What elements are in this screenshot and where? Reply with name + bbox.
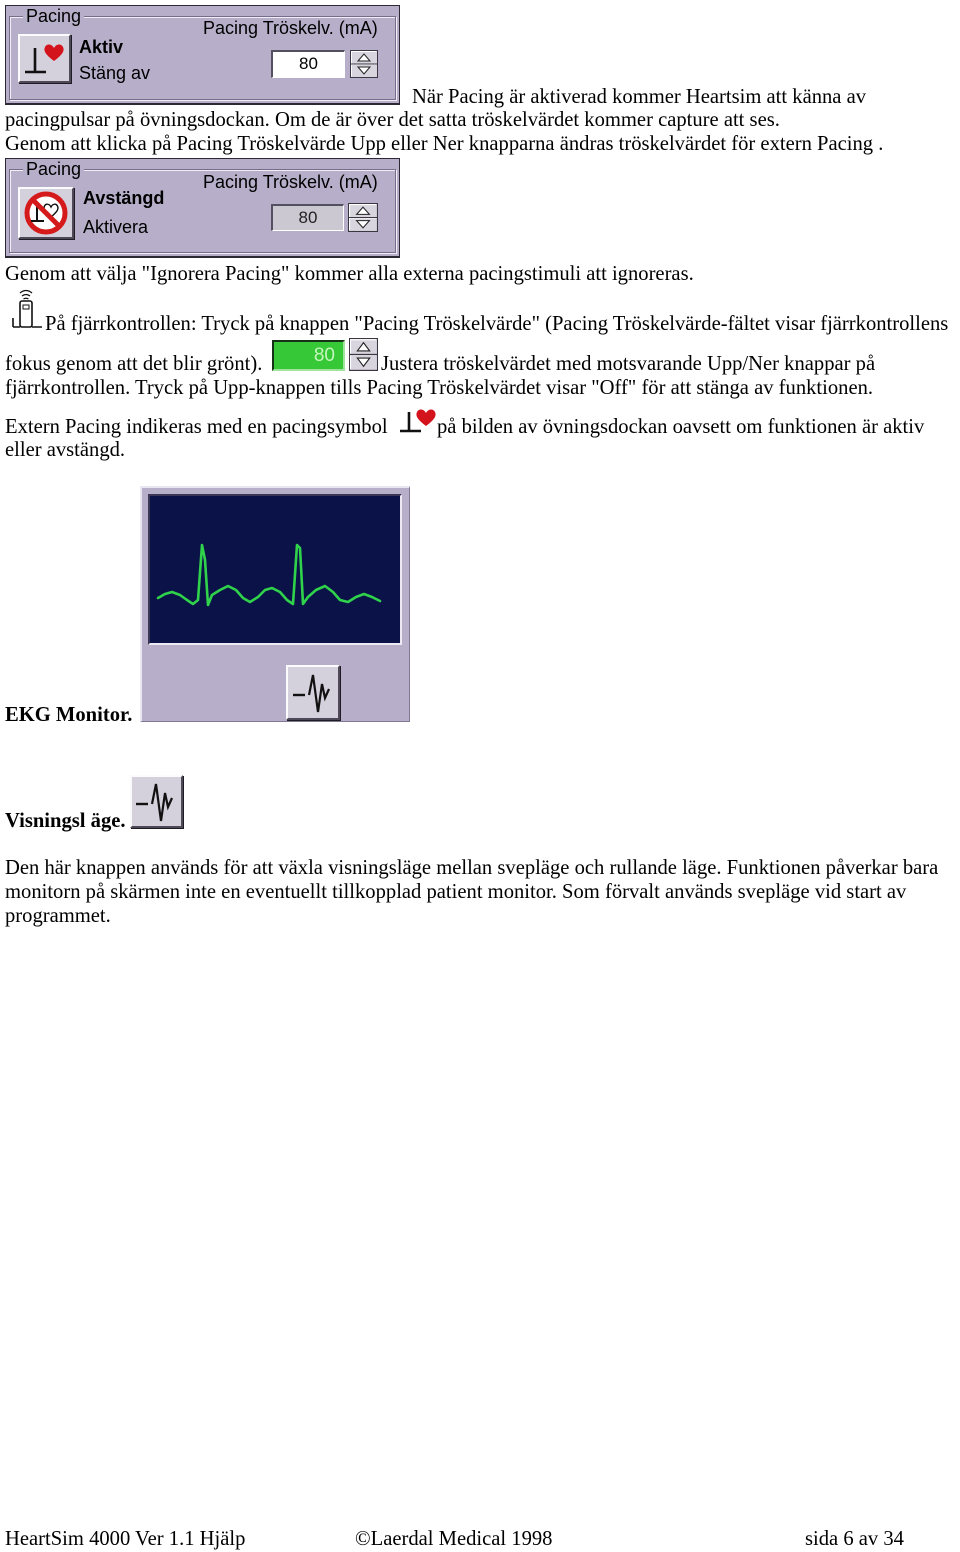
pacing-turn-off-option[interactable]: Stäng av	[79, 63, 151, 83]
indicator-text-line-1-end: på bilden av övningsdockan oavsett om funktionen är aktiv	[437, 416, 925, 438]
display-mode-text-line-3: programmet.	[5, 905, 111, 927]
pacing-panel-off	[5, 158, 400, 258]
pacing-panel-active	[5, 5, 400, 105]
pacing-threshold-stepper[interactable]	[348, 203, 378, 232]
display-mode-button[interactable]	[130, 775, 183, 828]
remote-text-line-2-start: fokus genom att det blir grönt).	[5, 353, 263, 375]
footer-product: HeartSim 4000 Ver 1.1 Hjälp	[5, 1528, 246, 1550]
pacing-symbol-icon	[397, 405, 437, 441]
ecg-waveform-icon	[288, 667, 338, 718]
display-mode-button[interactable]	[286, 665, 340, 720]
pacing-threshold-stepper[interactable]	[350, 50, 378, 78]
display-mode-text-line-2: monitorn på skärmen inte en eventuellt tillkopplad patient monitor. Som förvalt används svepläge vid start av	[5, 881, 907, 903]
pacing-disabled-icon	[20, 189, 72, 237]
ignore-pacing-text: Genom att välja "Ignorera Pacing" kommer alla externa pacingstimuli att ignoreras.	[5, 263, 694, 285]
pacing-threshold-label: Pacing Tröskelv. (mA)	[203, 18, 378, 38]
indicator-text-line-1-start: Extern Pacing indikeras med en pacingsymbol	[5, 416, 388, 438]
display-mode-text-line-1: Den här knappen används för att växla visningsläge mellan svepläge och rullande läge. Funktionen påverkar bara	[5, 857, 939, 879]
pacing-toggle-button[interactable]	[18, 34, 71, 83]
pacing-toggle-button[interactable]	[18, 187, 74, 239]
pacing-group-label: Pacing	[23, 159, 84, 179]
ekg-screen	[148, 494, 402, 645]
pacing-heart-icon	[20, 36, 69, 81]
indicator-text-line-2: eller avstängd.	[5, 439, 126, 461]
ekg-monitor-heading: EKG Monitor.	[5, 704, 133, 726]
ecg-waveform-icon	[132, 777, 181, 826]
display-mode-heading: Visningsl äge.	[5, 810, 126, 832]
ekg-trace	[158, 545, 380, 605]
pacing-activate-option[interactable]: Aktivera	[83, 217, 149, 237]
pacing-group-label: Pacing	[23, 6, 84, 26]
footer-page-number: sida 6 av 34	[805, 1528, 904, 1550]
remote-threshold-display: 80	[272, 340, 345, 371]
remote-threshold-stepper[interactable]	[349, 338, 378, 371]
remote-text-line-1: På fjärrkontrollen: Tryck på knappen "Pacing Tröskelvärde" (Pacing Tröskelvärde-fältet visar fjärrkontrollens	[45, 313, 949, 335]
pacing-text-line-1: När Pacing är aktiverad kommer Heartsim att känna av	[412, 86, 867, 108]
pacing-state-label: Avstängd	[83, 188, 165, 208]
ekg-monitor	[140, 486, 410, 722]
pacing-threshold-input[interactable]: 80	[271, 50, 345, 78]
remote-control-icon	[10, 287, 44, 333]
footer-copyright: ©Laerdal Medical 1998	[355, 1528, 553, 1550]
pacing-state-label: Aktiv	[79, 37, 124, 57]
pacing-text-line-2: pacingpulsar på övningsdockan. Om de är över det satta tröskelvärdet kommer capture att ses.	[5, 109, 780, 131]
pacing-text-line-3: Genom att klicka på Pacing Tröskelvärde Upp eller Ner knapparna ändras tröskelvärdet för extern Pacing .	[5, 133, 884, 155]
pacing-threshold-label: Pacing Tröskelv. (mA)	[203, 172, 378, 192]
remote-text-line-2-end: Justera tröskelvärdet med motsvarande Upp/Ner knappar på	[381, 353, 876, 375]
remote-text-line-3: fjärrkontrollen. Tryck på Upp-knappen tills Pacing Tröskelvärdet visar "Off" för att stänga av funktionen.	[5, 377, 874, 399]
pacing-threshold-input[interactable]: 80	[271, 204, 344, 231]
